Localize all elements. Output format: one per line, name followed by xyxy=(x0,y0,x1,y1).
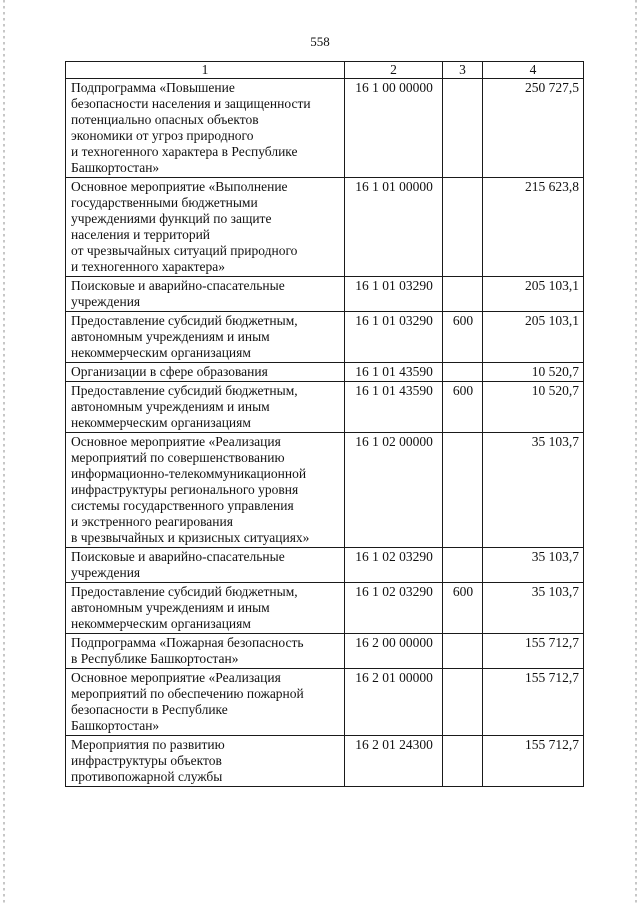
row-code: 16 2 00 00000 xyxy=(345,634,443,669)
row-amount: 205 103,1 xyxy=(483,277,584,312)
row-type xyxy=(443,363,483,382)
row-code: 16 1 01 43590 xyxy=(345,363,443,382)
row-code: 16 1 01 43590 xyxy=(345,382,443,433)
row-amount: 155 712,7 xyxy=(483,669,584,736)
row-amount: 205 103,1 xyxy=(483,312,584,363)
row-name: Предоставление субсидий бюджетным, автономным учреждениям и иным некоммерческим организациям xyxy=(66,312,345,363)
table-row xyxy=(66,178,584,277)
table-row xyxy=(66,382,584,433)
row-name: Мероприятия по развитию инфраструктуры объектов противопожарной службы xyxy=(66,736,345,787)
table-row xyxy=(66,583,584,634)
row-name: Поисковые и аварийно-спасательные учреждения xyxy=(66,277,345,312)
row-amount: 35 103,7 xyxy=(483,433,584,548)
table-row xyxy=(66,433,584,548)
table-row xyxy=(66,277,584,312)
row-type: 600 xyxy=(443,583,483,634)
row-name: Основное мероприятие «Выполнение государственными бюджетными учреждениями функций по защите населения и территорий от чрезвычайных ситуаций природного и техногенного характера» xyxy=(66,178,345,277)
row-name: Подпрограмма «Повышение безопасности населения и защищенности потенциально опасных объектов экономики от угроз природного и техногенного характера в Республике Башкортостан» xyxy=(66,79,345,178)
row-type xyxy=(443,634,483,669)
row-type xyxy=(443,736,483,787)
row-type: 600 xyxy=(443,382,483,433)
table-row xyxy=(66,634,584,669)
row-type xyxy=(443,669,483,736)
page-number: 558 xyxy=(310,34,330,49)
row-amount: 35 103,7 xyxy=(483,548,584,583)
row-code: 16 1 02 03290 xyxy=(345,548,443,583)
row-amount: 155 712,7 xyxy=(483,736,584,787)
row-code: 16 1 01 00000 xyxy=(345,178,443,277)
row-name: Подпрограмма «Пожарная безопасность в Республике Башкортостан» xyxy=(66,634,345,669)
header-col-3: 3 xyxy=(443,62,483,79)
table-header-row xyxy=(66,62,584,79)
table-row xyxy=(66,363,584,382)
row-type xyxy=(443,548,483,583)
scan-edge-left xyxy=(3,0,5,905)
row-type: 600 xyxy=(443,312,483,363)
table-row xyxy=(66,312,584,363)
row-name: Основное мероприятие «Реализация мероприятий по обеспечению пожарной безопасности в Республике Башкортостан» xyxy=(66,669,345,736)
row-name: Организации в сфере образования xyxy=(66,363,345,382)
table-row xyxy=(66,79,584,178)
row-amount: 250 727,5 xyxy=(483,79,584,178)
header-col-1: 1 xyxy=(66,62,345,79)
table-row xyxy=(66,548,584,583)
table-row xyxy=(66,669,584,736)
row-amount: 35 103,7 xyxy=(483,583,584,634)
row-code: 16 1 02 00000 xyxy=(345,433,443,548)
row-amount: 215 623,8 xyxy=(483,178,584,277)
budget-table xyxy=(65,61,584,787)
row-type xyxy=(443,178,483,277)
row-amount: 155 712,7 xyxy=(483,634,584,669)
row-amount: 10 520,7 xyxy=(483,382,584,433)
header-col-4: 4 xyxy=(483,62,584,79)
row-name: Предоставление субсидий бюджетным, автономным учреждениям и иным некоммерческим организациям xyxy=(66,382,345,433)
row-code: 16 1 00 00000 xyxy=(345,79,443,178)
row-type xyxy=(443,79,483,178)
header-col-2: 2 xyxy=(345,62,443,79)
row-code: 16 2 01 00000 xyxy=(345,669,443,736)
row-type xyxy=(443,433,483,548)
row-code: 16 1 01 03290 xyxy=(345,277,443,312)
row-name: Предоставление субсидий бюджетным, автономным учреждениям и иным некоммерческим организациям xyxy=(66,583,345,634)
row-name: Основное мероприятие «Реализация мероприятий по совершенствованию информационно-телекоммуникационной инфраструктуры регионального уровня системы государственного управления и экстренного реагирования в чрезвычайных и кризисных ситуациях» xyxy=(66,433,345,548)
row-type xyxy=(443,277,483,312)
row-amount: 10 520,7 xyxy=(483,363,584,382)
row-code: 16 1 01 03290 xyxy=(345,312,443,363)
row-code: 16 2 01 24300 xyxy=(345,736,443,787)
scan-edge-right xyxy=(635,0,637,905)
table-row xyxy=(66,736,584,787)
row-code: 16 1 02 03290 xyxy=(345,583,443,634)
row-name: Поисковые и аварийно-спасательные учреждения xyxy=(66,548,345,583)
